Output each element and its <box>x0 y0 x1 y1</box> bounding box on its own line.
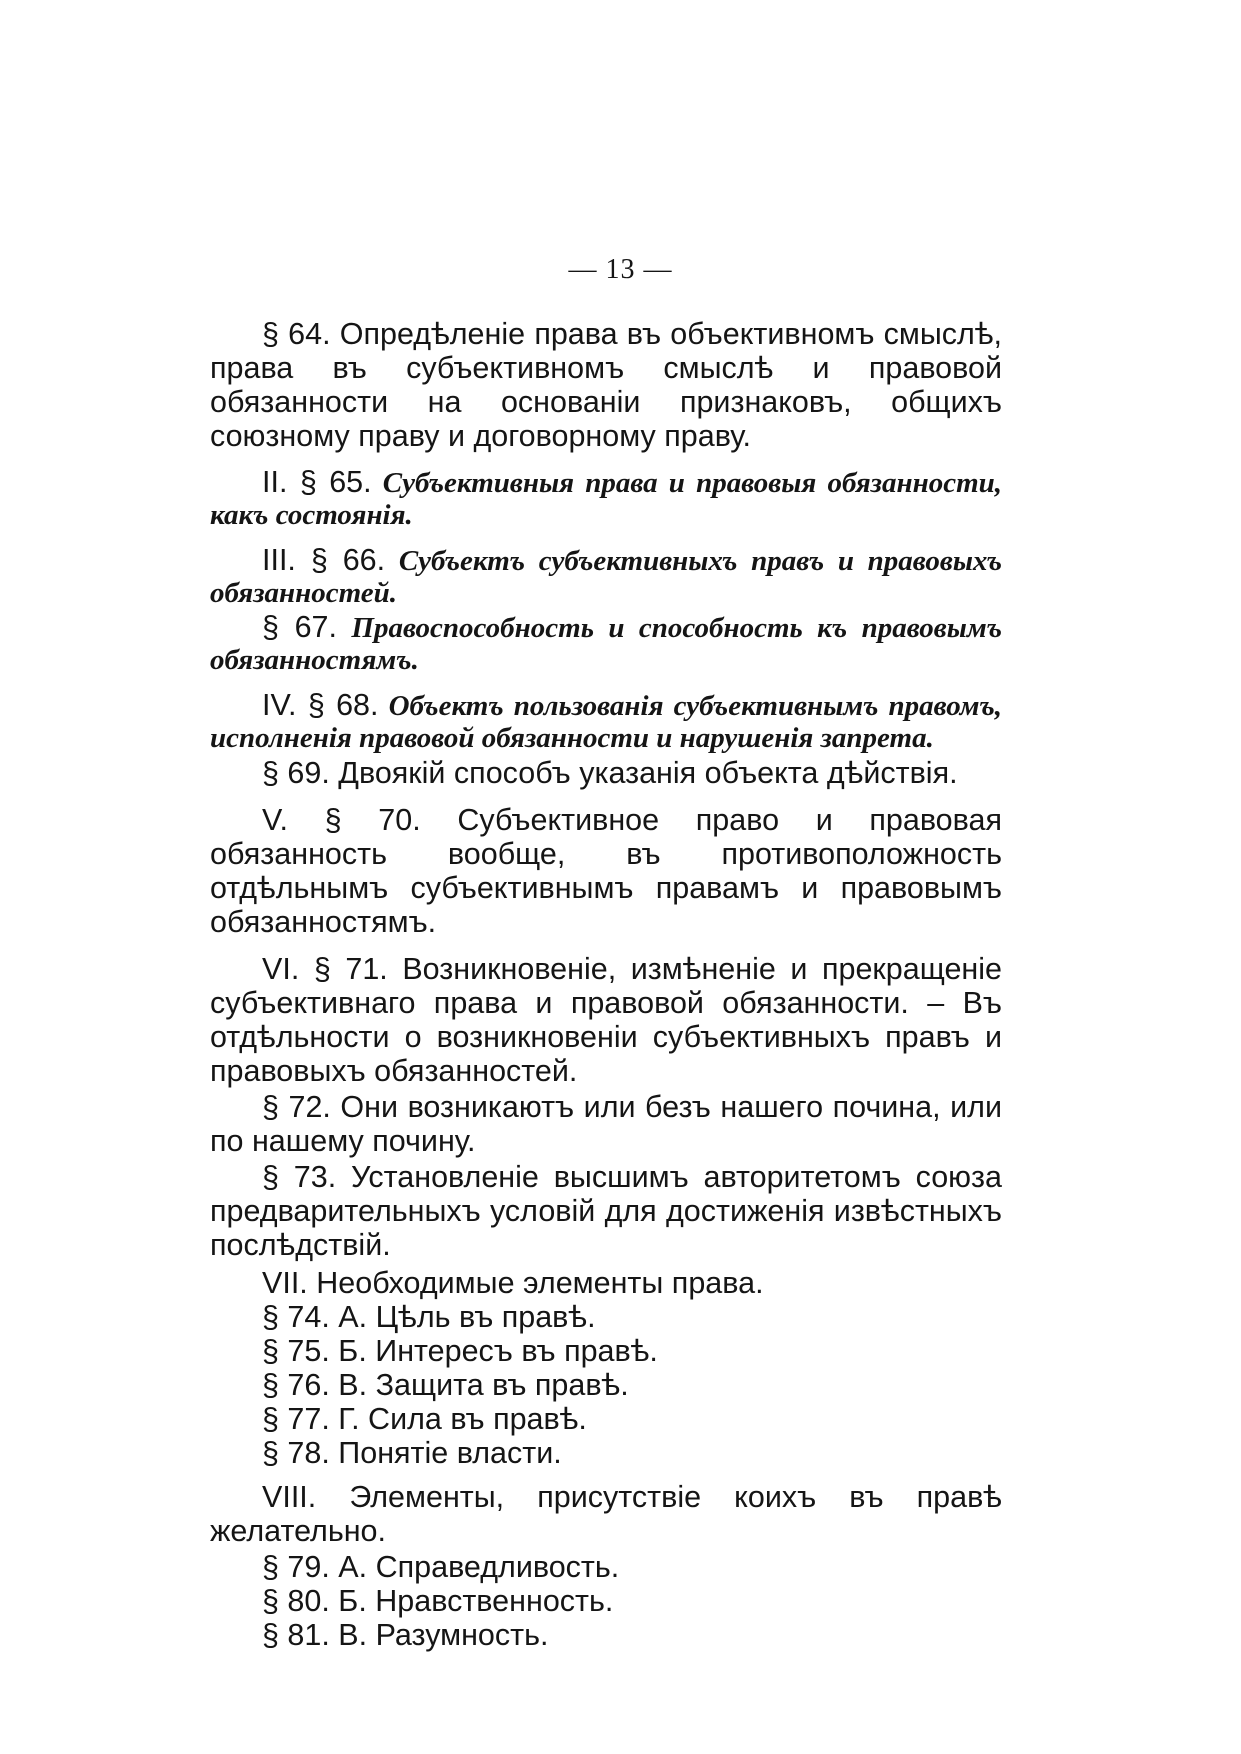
section-vii-heading: VII. Необходимые элементы права. <box>262 1266 764 1300</box>
entry-66 <box>210 544 1002 609</box>
entry-66-title: Субъектъ субъективныхъ правъ и правовыхъ обязанностей. <box>210 545 1002 609</box>
entry-65-number: II. § 65. <box>262 465 372 499</box>
entry-78: § 78. Понятіе власти. <box>262 1436 562 1470</box>
entry-68 <box>210 689 1002 754</box>
entry-65 <box>210 466 1002 531</box>
table-of-contents <box>210 317 1002 1652</box>
entry-77: § 77. Г. Сила въ правѣ. <box>262 1402 587 1436</box>
entry-64: § 64. Опредѣленіе права въ объективномъ смыслѣ, права въ субъективномъ смыслѣ и правовой обязанности на основаніи признаковъ, общихъ союзному праву и договорному праву. <box>210 317 1002 453</box>
entry-76: § 76. В. Защита въ правѣ. <box>262 1368 629 1402</box>
entry-68-title: Объектъ пользованія субъективнымъ правомъ, исполненія правовой обязанности и нарушенія запрета. <box>210 690 1002 754</box>
entry-65-title: Субъективныя права и правовыя обязанности, какъ состоянія. <box>210 467 1003 531</box>
entry-79: § 79. А. Справедливость. <box>262 1550 620 1584</box>
entry-73: § 73. Установленіе высшимъ авторитетомъ союза предварительныхъ условій для достиженія извѣстныхъ послѣдствій. <box>210 1160 1002 1262</box>
entry-80: § 80. Б. Нравственность. <box>262 1584 614 1618</box>
entry-67-title: Правоспособность и способность къ правовымъ обязанностямъ. <box>210 612 1002 676</box>
entry-69: § 69. Двоякій способъ указанія объекта дѣйствія. <box>262 756 958 790</box>
entry-66-number: III. § 66. <box>262 543 386 577</box>
entry-70: V. § 70. Субъективное право и правовая обязанность вообще, въ противоположность отдѣльнымъ субъективнымъ правамъ и правовымъ обязанностямъ. <box>210 803 1002 939</box>
entry-67-number: § 67. <box>262 610 337 644</box>
entry-81: § 81. В. Разумность. <box>262 1618 549 1652</box>
entry-74: § 74. А. Цѣль въ правѣ. <box>262 1300 596 1334</box>
section-viii-heading: VIII. Элементы, присутствіе коихъ въ правѣ желательно. <box>210 1480 1002 1548</box>
entry-68-number: IV. § 68. <box>262 688 379 722</box>
page-number: — 13 — <box>568 254 673 285</box>
entry-72: § 72. Они возникаютъ или безъ нашего почина, или по нашему почину. <box>210 1090 1002 1158</box>
entry-75: § 75. Б. Интересъ въ правѣ. <box>262 1334 658 1368</box>
entry-71: VI. § 71. Возникновеніе, измѣненіе и прекращеніе субъективнаго права и правовой обязанности. – Въ отдѣльности о возникновеніи субъективныхъ правъ и правовыхъ обязанностей. <box>210 952 1002 1088</box>
entry-67 <box>210 611 1002 676</box>
